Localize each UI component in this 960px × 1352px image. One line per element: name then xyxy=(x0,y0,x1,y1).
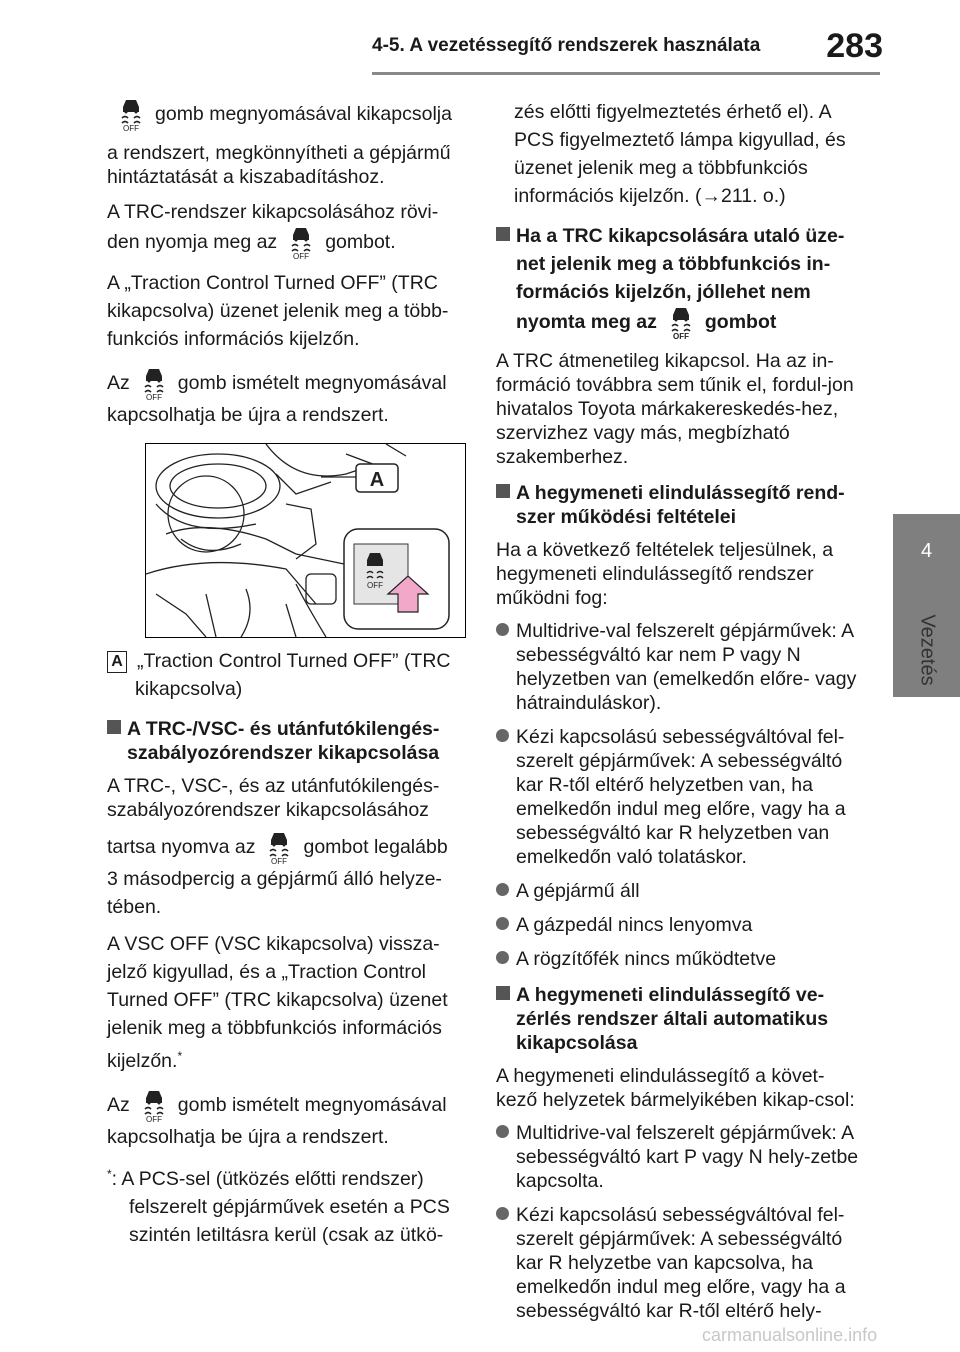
paragraph: A TRC átmenetileg kikapcsol. Ha az in-formáció továbbra sem tűnik el, fordul-jon hivatalos Toyota márkakereskedés-hez, szervizhez vagy más, megbízható szakemberhez. xyxy=(496,350,854,468)
svg-text:OFF: OFF xyxy=(123,124,139,132)
watermark: carmanualsonline.info xyxy=(702,1325,878,1345)
svg-text:OFF: OFF xyxy=(271,857,288,865)
list-item: Kézi kapcsolású sebességváltóval fel-szerelt gépjárművek: A sebességváltó kar R helyzetbe van kapcsolva, ha emelkedőn indul meg előre, vagy ha a sebességváltó kar R-től eltérő hely- xyxy=(496,1203,860,1323)
vsc-off-icon xyxy=(138,367,170,401)
heading-square-icon xyxy=(107,720,121,734)
paragraph: Az OFF gomb ismételt megnyomásával kapcsolhatja be újra a rendszert. xyxy=(107,1089,462,1151)
list-item: A gázpedál nincs lenyomva xyxy=(496,913,860,937)
paragraph: OFF gomb megnyomásával kikapcsolja xyxy=(107,98,462,132)
dashboard-figure xyxy=(145,443,466,638)
paragraph: A VSC OFF (VSC kikapcsolva) vissza-jelző kigyullad, és a „Traction Control Turned OFF” (TRC kikapcsolva) üzenet jelenik meg a többfunkciós információs kijelzőn.* xyxy=(107,933,448,1072)
page-number: 283 xyxy=(826,27,883,65)
section-heading: Ha a TRC kikapcsolására utaló üze-net jelenik meg a többfunkciós in-formációs kijelzőn, jóllehet nem nyomta meg az OFF gombot xyxy=(496,222,860,340)
callout-label: A xyxy=(107,651,127,673)
bullet-dot-icon xyxy=(496,729,509,742)
vsc-off-icon xyxy=(138,1089,170,1123)
chapter-number: 4 xyxy=(920,540,933,562)
condition-list xyxy=(496,619,860,971)
svg-text:OFF: OFF xyxy=(145,1115,162,1123)
page-header xyxy=(0,0,960,80)
vsc-off-icon xyxy=(665,306,697,340)
paragraph: tartsa nyomva az OFF gombot legalább 3 másodpercig a gépjármű álló helyze-tében. xyxy=(107,831,462,921)
heading-square-icon xyxy=(496,484,510,498)
svg-text:OFF: OFF xyxy=(367,581,383,590)
heading-square-icon xyxy=(496,227,510,241)
list-item: Kézi kapcsolású sebességváltóval fel-szerelt gépjárművek: A sebességváltó kar R-től eltérő helyzetben van, ha emelkedőn indul meg előre, vagy ha a sebességváltó kar R helyzetben van emelkedőn való tolatáskor. xyxy=(496,725,860,869)
left-column xyxy=(107,98,462,1258)
bullet-dot-icon xyxy=(496,917,509,930)
right-column xyxy=(496,98,860,1333)
svg-text:OFF: OFF xyxy=(293,252,310,260)
svg-text:OFF: OFF xyxy=(145,393,162,401)
list-item: A rögzítőfék nincs működtetve xyxy=(496,947,860,971)
chapter-label: Vezetés xyxy=(916,614,938,686)
bullet-dot-icon xyxy=(496,883,509,896)
paragraph: A TRC-rendszer kikapcsolásához rövi-den nyomja meg az OFF gombot. xyxy=(107,201,439,260)
vsc-off-icon xyxy=(263,831,295,865)
figure-caption: A „Traction Control Turned OFF” (TRC kikapcsolva) xyxy=(107,647,462,703)
heading-square-icon xyxy=(496,986,510,1000)
vsc-off-icon xyxy=(115,98,147,132)
svg-text:OFF: OFF xyxy=(672,332,689,340)
paragraph: Az OFF gomb ismételt megnyomásával kapcsolhatja be újra a rendszert. xyxy=(107,367,462,429)
list-item: Multidrive-val felszerelt gépjárművek: A sebességváltó kar nem P vagy N helyzetben van (emelkedőn előre- vagy hátrainduláskor). xyxy=(496,619,860,715)
paragraph: A TRC-, VSC-, és az utánfutókilengés-szabályozórendszer kikapcsolásához xyxy=(107,775,440,821)
bullet-dot-icon xyxy=(496,1207,509,1220)
header-divider xyxy=(372,72,880,75)
section-heading: A TRC-/VSC- és utánfutókilengés-szabályozórendszer kikapcsolása xyxy=(107,717,462,765)
vsc-off-icon xyxy=(285,226,317,260)
dashboard-illustration xyxy=(146,444,465,637)
section-title: 4-5. A vezetéssegítő rendszerek használata xyxy=(372,35,761,56)
cancel-condition-list xyxy=(496,1121,860,1323)
list-item: A gépjármű áll xyxy=(496,879,860,903)
bullet-dot-icon xyxy=(496,623,509,636)
footnote: *: A PCS-sel (ütközés előtti rendszer) felszerelt gépjárművek esetén a PCS szintén letiltásra kerül (csak az ütkö- xyxy=(107,1167,450,1246)
paragraph: A hegymeneti elindulássegítő a követ-kező helyzetek bármelyikében kikap-csol: xyxy=(496,1065,855,1111)
bullet-dot-icon xyxy=(496,951,509,964)
section-heading: A hegymeneti elindulássegítő ve-zérlés rendszer általi automatikus kikapcsolása xyxy=(496,983,860,1055)
figure-callout-a: A xyxy=(369,469,385,491)
paragraph: a rendszert, megkönnyítheti a gépjármű hintáztatását a kiszabadításhoz. xyxy=(107,142,451,188)
bullet-dot-icon xyxy=(496,1125,509,1138)
list-item: Multidrive-val felszerelt gépjárművek: A sebességváltó kart P vagy N hely-zetbe kapcsolta. xyxy=(496,1121,860,1193)
paragraph: zés előtti figyelmeztetés érhető el). A PCS figyelmeztető lámpa kigyullad, és üzenet jelenik meg a többfunkciós információs kijelzőn. (→211. o.) xyxy=(514,101,846,207)
section-heading: A hegymeneti elindulássegítő rend-szer működési feltételei xyxy=(496,481,860,529)
paragraph: A „Traction Control Turned OFF” (TRC kikapcsolva) üzenet jelenik meg a több-funkciós információs kijelzőn. xyxy=(107,272,449,350)
paragraph: Ha a következő feltételek teljesülnek, a hegymeneti elindulássegítő rendszer működni fog: xyxy=(496,539,834,609)
